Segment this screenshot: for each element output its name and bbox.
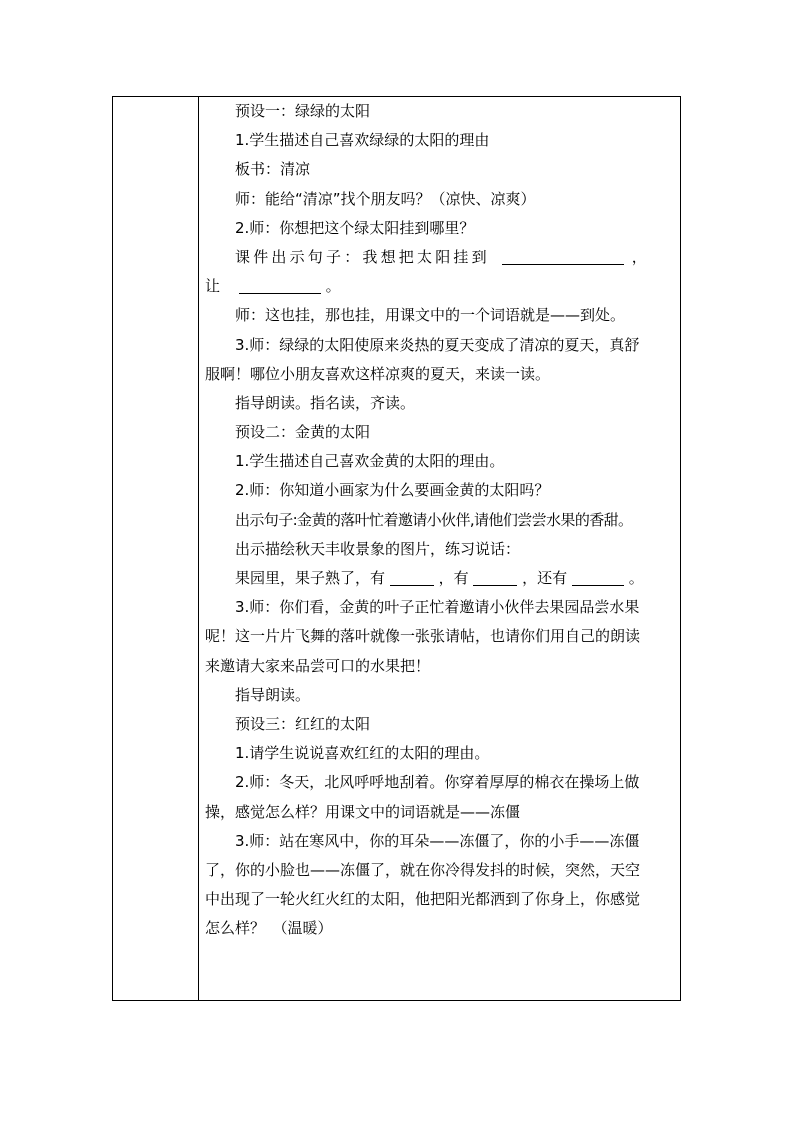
sentence-part: ， [631,247,650,266]
text-line [205,272,676,301]
table-content-column [199,97,680,1000]
text-line: 师：能给“清凉”找个朋友吗？（凉快、凉爽） [235,189,536,208]
fill-blank [572,569,624,586]
sentence-part: 让 [205,277,221,296]
text-line: 呢！这一片片飞舞的落叶就像一张张请帖，也请你们用自己的朗读 [205,627,641,646]
text-line: 2.师：冬天，北风呼呼地刮着。你穿着厚厚的棉衣在操场上做 [235,773,640,792]
sentence-part: ，还有 [522,569,568,587]
text-line: 2.师：你想把这个绿太阳挂到哪里？ [235,218,475,237]
text-line: 指导朗读。指名读，齐读。 [235,393,416,412]
text-line: 出示句子:金黄的落叶忙着邀请小伙伴,请他们尝尝水果的香甜。 [235,510,633,529]
fill-blank [390,569,434,586]
text-line: 1.学生描述自己喜欢金黄的太阳的理由。 [235,452,505,471]
fill-blank [473,569,517,586]
text-line: 1.请学生说说喜欢红红的太阳的理由。 [235,744,490,763]
text-line: 来邀请大家来品尝可口的水果把！ [205,656,431,675]
text-line: 预设三：红红的太阳 [235,714,371,733]
lesson-table [112,96,681,1001]
table-label-column [113,97,199,1000]
text-line: 服啊！哪位小朋友喜欢这样凉爽的夏天，来读一读。 [205,364,551,383]
text-line: 中出现了一轮火红火红的太阳，他把阳光都洒到了你身上，你感觉 [205,890,641,909]
fill-blank [502,248,624,265]
fill-blank [239,277,321,294]
text-line [205,243,676,272]
text-line: 指导朗读。 [235,685,311,704]
text-line: 3.师：绿绿的太阳使原来炎热的夏天变成了清凉的夏天，真舒 [235,335,640,354]
text-line [205,564,676,593]
text-line: 预设一：绿绿的太阳 [235,102,371,120]
sentence-part: 。 [628,569,644,587]
text-line: 预设二：金黄的太阳 [235,423,371,442]
sentence-part: 果园里，果子熟了，有 [235,569,386,587]
text-line: 了，你的小脸也——冻僵了，就在你冷得发抖的时候，突然，天空 [205,860,641,879]
text-line: 师：这也挂，那也挂，用课文中的一个词语就是——到处。 [235,306,626,325]
text-line: 3.师：你们看，金黄的叶子正忙着邀请小伙伴去果园品尝水果 [235,598,640,617]
sentence-part: 。 [325,277,341,296]
text-line: 操，感觉怎么样？用课文中的词语就是——冻僵 [205,802,521,821]
text-line: 出示描绘秋天丰收景象的图片，练习说话： [235,539,521,558]
sentence-part: 课件出示句子：我想把太阳挂到 [235,247,490,266]
text-line: 1.学生描述自己喜欢绿绿的太阳的理由 [235,131,490,150]
text-line: 2.师：你知道小画家为什么要画金黄的太阳吗？ [235,481,550,500]
text-line: 板书：清凉 [235,160,311,179]
text-line: 怎么样？ （温暖） [205,919,333,938]
sentence-part: ，有 [438,569,469,587]
text-line: 3.师：站在寒风中，你的耳朵——冻僵了，你的小手——冻僵 [235,831,640,850]
